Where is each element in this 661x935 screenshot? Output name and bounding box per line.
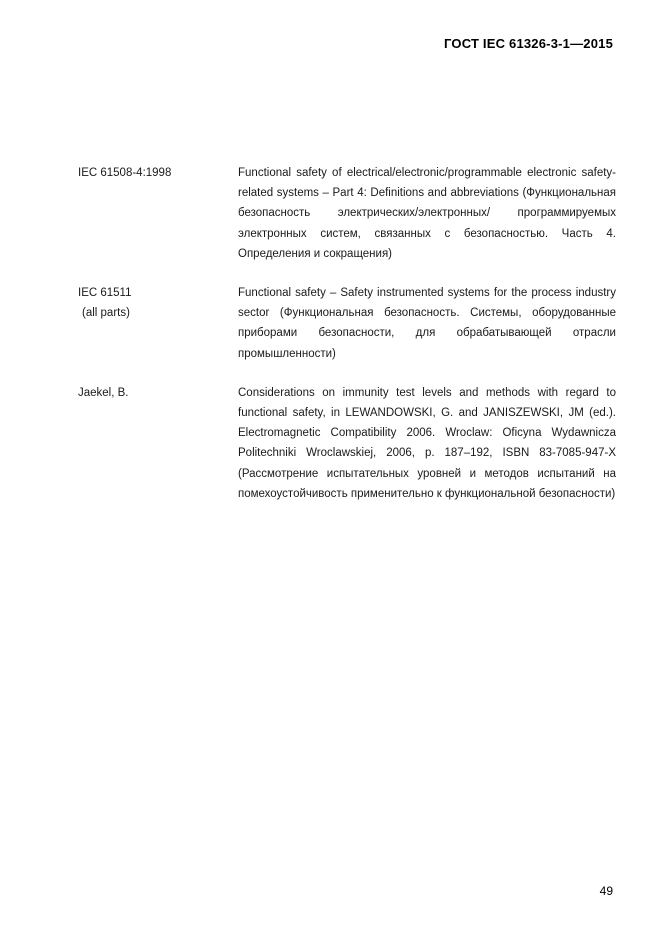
reference-key-line: IEC 61508-4:1998	[78, 167, 172, 179]
bibliography-entry	[78, 383, 616, 504]
bibliography-entry	[78, 283, 616, 364]
reference-key-line: (all parts)	[82, 307, 130, 320]
reference-key-line: Jaekel, B.	[78, 386, 129, 399]
entry-description: Functional safety – Safety instrumented systems for the process industry sector (Функциональная безопасность. Системы, оборудованные приборами безопасности, для обрабатывающей отрасли промышленности)	[238, 287, 616, 360]
entry-description: Considerations on immunity test levels and methods with regard to functional safety, in LEWANDOWSKI, G. and JANISZEWSKI, JM (ed.). Electromagnetic Compatibility 2006. Wroclaw: Oficyna Wydawnicza Politechniki Wroclawskiej, 2006, p. 187–192, ISBN 83-7085-947-X (Рассмотрение испытательных уровней и методов испытаний на помехоустойчивость применительно к функциональной безопасности)	[238, 386, 616, 500]
entry-description: Functional safety of electrical/electronic/programmable electronic safety-related systems – Part 4: Definitions and abbreviations (Функциональная безопасность электрических/электронных/ программируемых электронных систем, связанных с безопасностью. Часть 4. Определения и сокращения)	[238, 167, 616, 260]
bibliography-entry	[78, 163, 616, 264]
entry-reference-key	[78, 383, 238, 504]
reference-key-line: IEC 61511	[78, 287, 132, 300]
entry-reference-key	[78, 283, 238, 364]
entry-reference-key	[78, 163, 238, 264]
page-number: 49	[599, 884, 613, 898]
document-header-standard-id: ГОСТ IEC 61326-3-1—2015	[444, 36, 613, 51]
bibliography-list	[78, 163, 616, 504]
